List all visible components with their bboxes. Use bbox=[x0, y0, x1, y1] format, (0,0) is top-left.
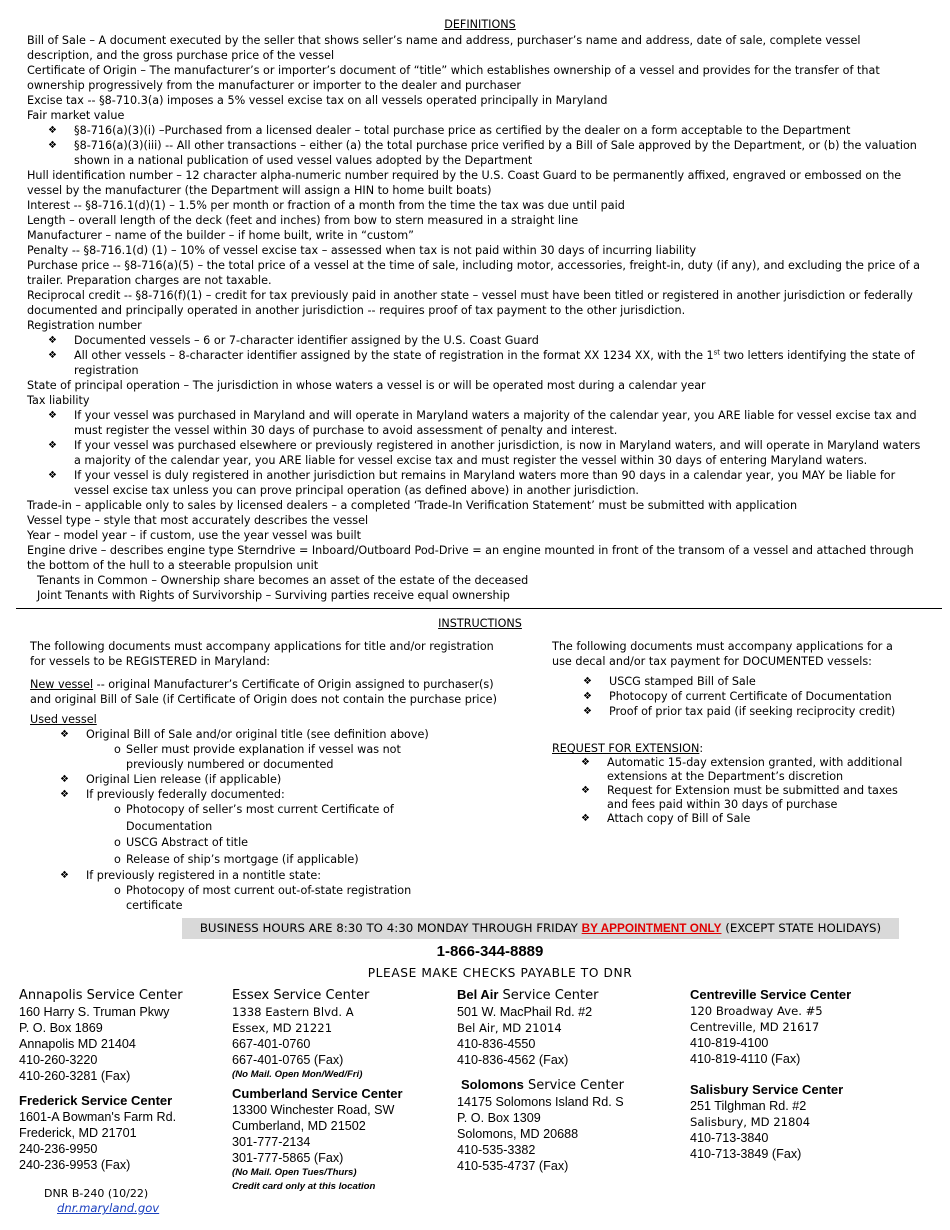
def-hin: Hull identification number – 12 character alpha-numeric number required by the U.S. Coast Guard to be permanently affixed, engraved or embossed on the vessel by the manufacturer (the Department will assign a HIN to home built boats) bbox=[27, 169, 902, 197]
fmv-list bbox=[27, 123, 922, 168]
diamond-bullet-icon: ❖ bbox=[581, 785, 590, 796]
diamond-bullet-icon: ❖ bbox=[581, 757, 590, 768]
def-bill-of-sale: Bill of Sale – A document executed by the seller that shows seller’s name and address, purchaser’s name and address, date of sale, complete vessel description, and the gross purchase price of the vessel bbox=[27, 34, 861, 62]
list-item: ❖ Documented vessels – 6 or 7-character identifier assigned by the U.S. Coast Guard bbox=[48, 334, 539, 347]
definitions-block bbox=[27, 33, 922, 603]
list-item: ❖ If your vessel is duly registered in another jurisdiction but remains in Maryland waters more than 90 days in a calendar year, you MAY be liable for vessel excise tax unless you can prove principal operation (as defined above) in another jurisdiction. bbox=[48, 469, 896, 497]
def-trade-in: Trade-in – applicable only to sales by licensed dealers – a completed ‘Trade-In Verification Statement’ must be submitted with application bbox=[27, 499, 798, 512]
list-item: ❖ All other vessels – 8-character identifier assigned by the state of registration in the format XX 1234 XX, with the 1st two letters identifying the state of registration bbox=[48, 348, 915, 377]
def-tax-liability: Tax liability bbox=[27, 394, 90, 407]
center-title: Solomons Service Center bbox=[461, 1077, 624, 1093]
diamond-bullet-icon: ❖ bbox=[583, 691, 592, 702]
center-title: Cumberland Service Center bbox=[232, 1086, 403, 1101]
list-item: ❖ §8-716(a)(3)(i) –Purchased from a licensed dealer – total purchase price as certified by the dealer on a form acceptable to the Department bbox=[48, 124, 851, 137]
address-line: 501 W. MacPhail Rd. #2 bbox=[457, 1005, 593, 1019]
address-line: Frederick, MD 21701 bbox=[19, 1126, 137, 1140]
list-item: ❖ Automatic 15-day extension granted, with additional extensions at the Department’s discretion bbox=[581, 756, 903, 783]
section-divider bbox=[16, 608, 942, 609]
sub-list-item: o Photocopy of seller’s most current Certificate of Documentation bbox=[114, 803, 394, 833]
salisbury-service-center bbox=[690, 1081, 900, 1162]
def-length: Length – overall length of the deck (feet and inches) from bow to stern measured in a straight line bbox=[27, 214, 579, 227]
address-line: 251 Tilghman Rd. #2 bbox=[690, 1099, 807, 1113]
fax-line: 301-777-5865 (Fax) bbox=[232, 1151, 344, 1165]
sub-list bbox=[86, 802, 396, 868]
fax-line: 410-836-4562 (Fax) bbox=[457, 1053, 569, 1067]
def-fair-market-value: Fair market value bbox=[27, 109, 125, 122]
list-item: ❖ If previously federally documented: bbox=[60, 788, 285, 801]
registration-list bbox=[27, 333, 922, 378]
sub-list-item: o Photocopy of most current out-of-state registration certificate bbox=[114, 884, 412, 912]
center-title: Salisbury Service Center bbox=[690, 1082, 844, 1097]
diamond-bullet-icon: ❖ bbox=[48, 125, 57, 136]
tax-liability-list bbox=[27, 408, 922, 498]
belair-service-center bbox=[457, 986, 667, 1068]
address-line: 14175 Solomons Island Rd. S bbox=[457, 1095, 624, 1109]
instructions-left-column bbox=[30, 639, 500, 913]
address-line: 13300 Winchester Road, SW bbox=[232, 1103, 395, 1117]
definitions-heading: DEFINITIONS bbox=[444, 18, 516, 31]
checks-payable-notice: PLEASE MAKE CHECKS PAYABLE TO DNR bbox=[367, 966, 633, 980]
diamond-bullet-icon: ❖ bbox=[60, 774, 69, 785]
def-penalty: Penalty -- §8-716.1(d) (1) – 10% of vessel excise tax – assessed when tax is not paid within 30 days of incurring liability bbox=[27, 244, 697, 257]
instructions-right-column bbox=[552, 639, 912, 826]
diamond-bullet-icon: ❖ bbox=[48, 140, 57, 151]
documented-intro: The following documents must accompany applications for a use decal and/or tax payment for DOCUMENTED vessels: bbox=[552, 640, 893, 668]
address-line: 1338 Eastern Blvd. A bbox=[232, 1005, 354, 1019]
phone-line: 410-819-4100 bbox=[690, 1036, 769, 1050]
address-line: Cumberland, MD 21502 bbox=[232, 1119, 366, 1133]
diamond-bullet-icon: ❖ bbox=[60, 789, 69, 800]
list-item: ❖ If your vessel was purchased elsewhere or previously registered in another jurisdiction, is now in Maryland waters, and will operate in Maryland waters a majority of the calendar year, you ARE liable for vessel excise tax and must register the vessel within 30 days of entering Maryland waters. bbox=[48, 439, 921, 467]
def-year: Year – model year – if custom, use the year vessel was built bbox=[27, 529, 362, 542]
address-line: Bel Air, MD 21014 bbox=[457, 1021, 562, 1035]
phone-line: 240-236-9950 bbox=[19, 1142, 98, 1156]
def-manufacturer: Manufacturer – name of the builder – if home built, write in “custom” bbox=[27, 229, 414, 242]
def-registration-number: Registration number bbox=[27, 319, 142, 332]
new-vessel-instruction: New vessel -- original Manufacturer’s Certificate of Origin assigned to purchaser(s) and original Bill of Sale (if Certificate of Origin does not contain the purchase price) bbox=[30, 678, 497, 706]
diamond-bullet-icon: ❖ bbox=[48, 470, 57, 481]
list-item: ❖ Original Bill of Sale and/or original title (see definition above) bbox=[60, 728, 429, 741]
list-item: ❖ Photocopy of current Certificate of Documentation bbox=[583, 690, 892, 703]
list-item: ❖ Request for Extension must be submitted and taxes and fees paid within 30 days of purchase bbox=[581, 784, 898, 811]
diamond-bullet-icon: ❖ bbox=[60, 729, 69, 740]
instructions-heading: INSTRUCTIONS bbox=[438, 617, 522, 630]
list-item: ❖ Proof of prior tax paid (if seeking reciprocity credit) bbox=[583, 705, 896, 718]
fax-line: 410-819-4110 (Fax) bbox=[690, 1052, 801, 1066]
address-line: Annapolis MD 21404 bbox=[19, 1037, 136, 1051]
center-title: Bel Air Service Center bbox=[457, 987, 599, 1003]
center-title: Essex Service Center bbox=[232, 988, 370, 1003]
def-tenants-in-common: Tenants in Common – Ownership share becomes an asset of the estate of the deceased bbox=[37, 574, 529, 587]
extension-list bbox=[552, 756, 917, 826]
phone-line: 410-260-3220 bbox=[19, 1053, 98, 1067]
list-item: ❖ §8-716(a)(3)(iii) -- All other transactions – either (a) the total purchase price verified by a Bill of Sale approved by the Department, or (b) the valuation shown in a national publication of used vessel values adopted by the Department bbox=[48, 139, 917, 167]
def-purchase-price: Purchase price -- §8-716(a)(5) – the total price of a vessel at the time of sale, including motor, accessories, freight-in, duty (if any), and excluding the price of a trailer. Preparation charges are not taxable. bbox=[27, 259, 920, 287]
circle-bullet-icon: o bbox=[114, 852, 121, 866]
address-line: Salisbury, MD 21804 bbox=[690, 1115, 811, 1129]
def-joint-tenants: Joint Tenants with Rights of Survivorship – Surviving parties receive equal ownership bbox=[37, 589, 510, 602]
fax-line: 410-535-4737 (Fax) bbox=[457, 1159, 569, 1173]
documented-list bbox=[552, 674, 912, 719]
circle-bullet-icon: o bbox=[114, 884, 121, 897]
address-line: Essex, MD 21221 bbox=[232, 1021, 333, 1035]
phone-line: 667-401-0760 bbox=[232, 1037, 311, 1051]
diamond-bullet-icon: ❖ bbox=[583, 676, 592, 687]
address-line: 120 Broadway Ave. #5 bbox=[690, 1004, 823, 1018]
annapolis-service-center bbox=[19, 987, 219, 1084]
sub-list-item: o Seller must provide explanation if vessel was not previously numbered or documented bbox=[114, 743, 401, 771]
list-item: ❖ USCG stamped Bill of Sale bbox=[583, 675, 756, 688]
diamond-bullet-icon: ❖ bbox=[583, 706, 592, 717]
sub-list-item: o USCG Abstract of title bbox=[126, 835, 396, 852]
center-note: Credit card only at this location bbox=[232, 1181, 376, 1192]
phone-line: 301-777-2134 bbox=[232, 1135, 311, 1149]
fax-line: 410-260-3281 (Fax) bbox=[19, 1069, 131, 1083]
solomons-service-center bbox=[457, 1076, 667, 1174]
list-item: ❖ If your vessel was purchased in Maryland and will operate in Maryland waters a majority of the calendar year, you ARE liable for vessel excise tax and must register the vessel within 30 days of purchase to avoid assessment of penalty and interest. bbox=[48, 409, 917, 437]
def-reciprocal-credit: Reciprocal credit -- §8-716(f)(1) – credit for tax previously paid in another state – vessel must have been titled or registered in another jurisdiction or federally documented and principally operated in another jurisdiction -- requires proof of tax payment to the other jurisdiction. bbox=[27, 289, 913, 317]
list-item: ❖ If previously registered in a nontitle state: bbox=[60, 869, 322, 882]
diamond-bullet-icon: ❖ bbox=[581, 813, 590, 824]
address-line: 1601-A Bowman's Farm Rd. bbox=[19, 1110, 177, 1124]
diamond-bullet-icon: ❖ bbox=[48, 440, 57, 451]
centreville-service-center bbox=[690, 986, 900, 1067]
website-link[interactable]: dnr.maryland.gov bbox=[57, 1201, 160, 1215]
def-engine-drive: Engine drive – describes engine type Sterndrive = Inboard/Outboard Pod-Drive = an engine mounted in front of the transom of a vessel and attached through the bottom of the hull to a steerable propulsion unit bbox=[27, 544, 914, 572]
sub-list-item: o Release of ship’s mortgage (if applicable) bbox=[126, 852, 396, 869]
center-title: Centreville Service Center bbox=[690, 987, 852, 1002]
diamond-bullet-icon: ❖ bbox=[48, 335, 57, 346]
extension-label: REQUEST FOR EXTENSION: bbox=[552, 742, 704, 755]
def-state-of-principal-operation: State of principal operation – The jurisdiction in whose waters a vessel is or will be operated most during a calendar year bbox=[27, 379, 706, 392]
circle-bullet-icon: o bbox=[114, 836, 121, 849]
phone-line: 410-535-3382 bbox=[457, 1143, 536, 1157]
address-line: Centreville, MD 21617 bbox=[690, 1020, 820, 1034]
used-vessel-label: Used vessel bbox=[30, 713, 97, 726]
center-note: (No Mail. Open Mon/Wed/Fri) bbox=[232, 1069, 363, 1080]
sub-list bbox=[86, 883, 426, 913]
list-item: ❖ Original Lien release (if applicable) bbox=[60, 773, 282, 786]
cumberland-service-center bbox=[232, 1085, 442, 1194]
diamond-bullet-icon: ❖ bbox=[60, 870, 69, 881]
diamond-bullet-icon: ❖ bbox=[48, 410, 57, 421]
appointment-only-notice: BY APPOINTMENT ONLY bbox=[581, 921, 722, 935]
fax-line: 410-713-3849 (Fax) bbox=[690, 1147, 802, 1161]
fax-line: 240-236-9953 (Fax) bbox=[19, 1158, 131, 1172]
essex-service-center bbox=[232, 987, 442, 1082]
def-interest: Interest -- §8-716.1(d)(1) – 1.5% per month or fraction of a month from the time the tax was due until paid bbox=[27, 199, 625, 212]
fax-line: 667-401-0765 (Fax) bbox=[232, 1053, 344, 1067]
frederick-service-center bbox=[19, 1092, 219, 1173]
business-hours-banner: BUSINESS HOURS ARE 8:30 TO 4:30 MONDAY THROUGH FRIDAY BY APPOINTMENT ONLY (EXCEPT STATE HOLIDAYS) bbox=[182, 918, 899, 939]
phone-line: 410-836-4550 bbox=[457, 1037, 536, 1051]
circle-bullet-icon: o bbox=[114, 743, 121, 756]
center-title: Annapolis Service Center bbox=[19, 988, 183, 1003]
phone-line: 410-713-3840 bbox=[690, 1131, 769, 1145]
phone-number: 1-866-344-8889 bbox=[436, 943, 544, 960]
address-line: P. O. Box 1869 bbox=[19, 1021, 103, 1035]
address-line: Solomons, MD 20688 bbox=[457, 1127, 579, 1141]
address-line: 160 Harry S. Truman Pkwy bbox=[19, 1005, 170, 1019]
def-excise-tax: Excise tax -- §8-710.3(a) imposes a 5% vessel excise tax on all vessels operated principally in Maryland bbox=[27, 94, 608, 107]
diamond-bullet-icon: ❖ bbox=[48, 350, 57, 361]
center-note: (No Mail. Open Tues/Thurs) bbox=[232, 1167, 357, 1178]
used-vessel-list bbox=[30, 727, 500, 913]
def-certificate-of-origin: Certificate of Origin – The manufacturer’s or importer’s document of “title” which establishes ownership of a vessel and provides for the transfer of that ownership progressively from the manufacturer or importer to the dealer and purchaser bbox=[27, 64, 880, 92]
list-item: ❖ Attach copy of Bill of Sale bbox=[581, 812, 751, 825]
def-vessel-type: Vessel type – style that most accurately describes the vessel bbox=[27, 514, 369, 527]
circle-bullet-icon: o bbox=[114, 803, 121, 816]
center-title: Frederick Service Center bbox=[19, 1093, 173, 1108]
sub-list bbox=[86, 742, 406, 772]
address-line: P. O. Box 1309 bbox=[457, 1111, 541, 1125]
registered-intro: The following documents must accompany applications for title and/or registration for vessels to be REGISTERED in Maryland: bbox=[30, 640, 494, 668]
form-id: DNR B-240 (10/22) bbox=[44, 1187, 149, 1200]
